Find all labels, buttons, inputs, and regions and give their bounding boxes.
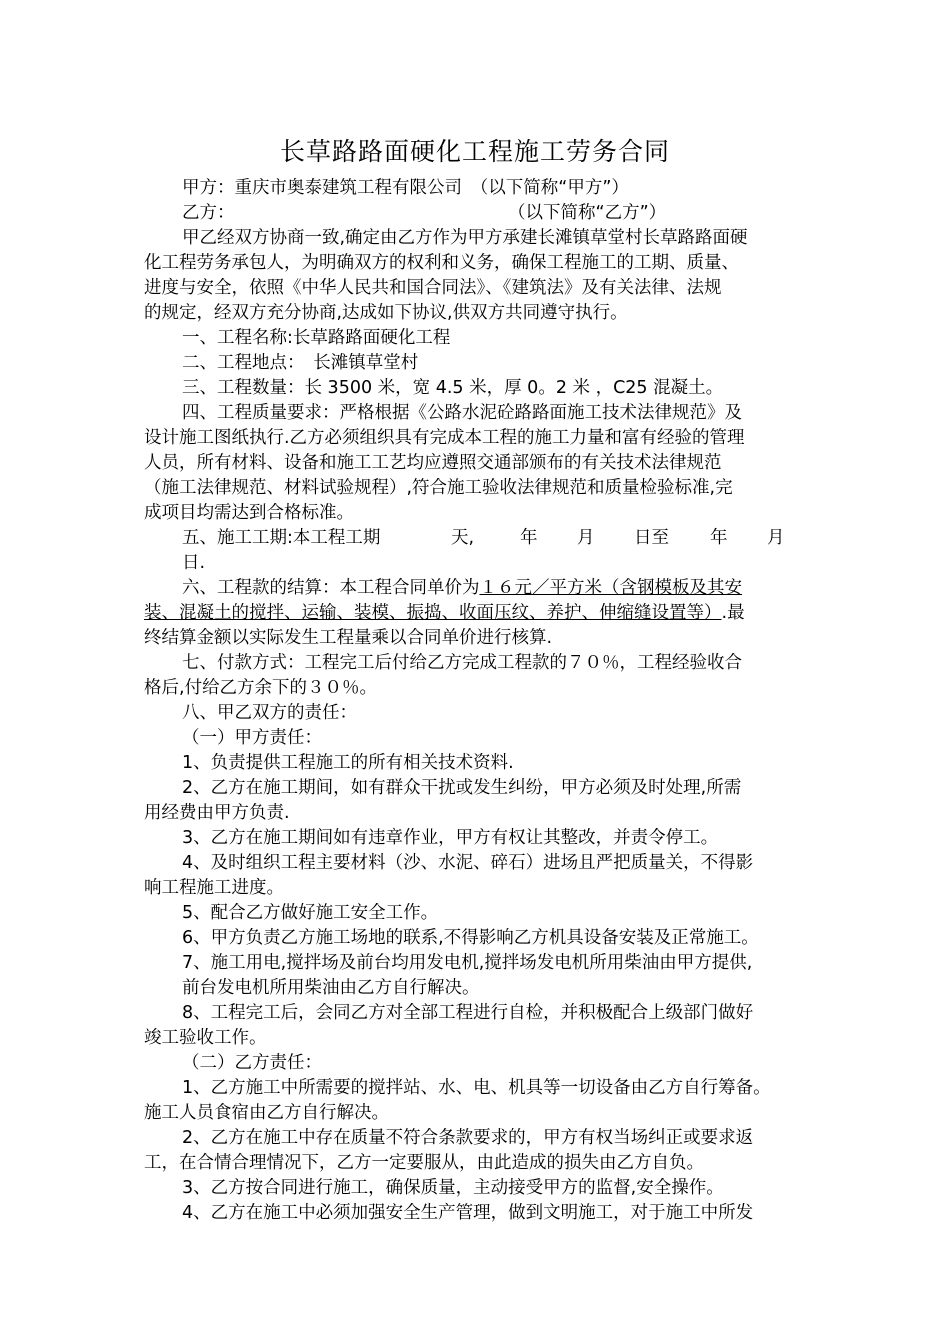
party-b-label: 乙方： [182,203,235,223]
party-a-line: 甲方：重庆市奥泰建筑工程有限公司 （以下简称“甲方”） [182,178,629,198]
intro-line: 化工程劳务承包人，为明确双方的权利和义务，确保工程施工的工期、质量、 [144,253,739,273]
clause-project-quantity: 三、工程数量：长 3500 米，宽 4.5 米，厚 0。2 米 ，C25 混凝土。 [182,378,724,398]
party-a-duty-line: 1、负责提供工程施工的所有相关技术资料. [182,753,514,773]
clause-project-name: 一、工程名称:长草路路面硬化工程 [182,328,451,348]
party-b-duty-line: 1、乙方施工中所需要的搅拌站、水、电、机具等一切设备由乙方自行筹备。 [182,1078,771,1098]
party-a-duty-line: 用经费由甲方负责. [144,803,290,823]
clause-settlement-prefix: 六、工程款的结算：本工程合同单价为 [182,578,480,598]
clause-project-location: 二、工程地点： 长滩镇草堂村 [182,353,419,373]
intro-line: 的规定，经双方充分协商,达成如下协议,供双方共同遵守执行。 [144,303,628,323]
clause-duration-year2: 年 [710,528,728,548]
clause-duration-to: 日至 [634,528,669,548]
clause-quality-line: 人员，所有材料、设备和施工工艺均应遵照交通部颁布的有关技术法律规范 [144,453,722,473]
party-a-duty-line: 竣工验收工作。 [144,1028,267,1048]
party-b-alias: （以下简称“乙方”） [508,203,667,223]
intro-line: 进度与安全，依照《中华人民共和国合同法》、《建筑法》及有关法律、法规 [144,278,722,298]
clause-settlement-tail: .最 [721,603,745,623]
clause-quality-line: 设计施工图纸执行.乙方必须组织具有完成本工程的施工力量和富有经验的管理 [144,428,745,448]
document-title: 长草路路面硬化工程施工劳务合同 [279,137,670,166]
party-a-duty-line: 前台发电机所用柴油由乙方自行解决。 [182,978,480,998]
party-a-duty-line: 8、工程完工后，会同乙方对全部工程进行自检，并积极配合上级部门做好 [182,1003,754,1023]
party-a-duty-line: 3、乙方在施工期间如有违章作业，甲方有权让其整改，并责令停工。 [182,828,719,848]
clause-duration-day: 天, [451,528,475,548]
clause-quality-line: 成项目均需达到合格标准。 [144,503,354,523]
clause-settlement-line [144,601,745,625]
party-a-duties-heading: （一）甲方责任： [182,728,322,748]
intro-line: 甲乙经双方协商一致,确定由乙方作为甲方承建长滩镇草堂村长草路路面硬 [182,228,748,248]
party-b-duty-line: 施工人员食宿由乙方自行解决。 [144,1103,389,1123]
party-b-duty-line: 3、乙方按合同进行施工，确保质量，主动接受甲方的监督,安全操作。 [182,1178,724,1198]
party-a-duty-line: 响工程施工进度。 [144,878,284,898]
unit-price-text: １６元／平方米（含钢模板及其安 [479,578,742,598]
clause-responsibilities: 八、甲乙双方的责任： [182,703,357,723]
party-a-duty-line: 4、及时组织工程主要材料（沙、水泥、碎石）进场且严把质量关，不得影 [182,853,754,873]
party-b-duty-line: 4、乙方在施工中必须加强安全生产管理，做到文明施工，对于施工中所发 [182,1203,754,1223]
clause-duration-month1: 月 [577,528,595,548]
party-b-duty-line: 2、乙方在施工中存在质量不符合条款要求的，甲方有权当场纠正或要求返 [182,1128,754,1148]
clause-quality-line: 四、工程质量要求：严格根据《公路水泥砼路路面施工技术法律规范》及 [182,403,742,423]
party-a-duty-line: 5、配合乙方做好施工安全工作。 [182,903,439,923]
clause-duration-prefix: 五、施工工期:本工程工期 [182,528,381,548]
party-a-duty-line: 6、甲方负责乙方施工场地的联系,不得影响乙方机具设备安装及正常施工。 [182,928,759,948]
party-b-duties-heading: （二）乙方责任： [182,1053,322,1073]
clause-payment-line: 格后,付给乙方余下的３０％。 [144,678,378,698]
clause-settlement-line [182,576,742,600]
clause-settlement-line: 终结算金额以实际发生工程量乘以合同单价进行核算. [144,628,553,648]
clause-quality-line: （施工法律规范、材料试验规程）,符合施工验收法律规范和质量检验标准,完 [144,478,733,498]
party-a-duty-line: 2、乙方在施工期间，如有群众干扰或发生纠纷，甲方必须及时处理,所需 [182,778,742,798]
clause-duration-year1: 年 [520,528,538,548]
unit-price-scope-text: 装、混凝土的搅拌、运输、装模、振捣、收面压纹、养护、伸缩缝设置等） [144,603,722,623]
clause-duration-month2: 月 [767,528,785,548]
party-b-duty-line: 工，在合情合理情况下，乙方一定要服从，由此造成的损失由乙方自负。 [144,1153,704,1173]
clause-duration-end: 日. [182,553,206,573]
clause-payment-line: 七、付款方式：工程完工后付给乙方完成工程款的７０％，工程经验收合 [182,653,742,673]
party-a-duty-line: 7、施工用电,搅拌场及前台均用发电机,搅拌场发电机所用柴油由甲方提供, [182,953,753,973]
